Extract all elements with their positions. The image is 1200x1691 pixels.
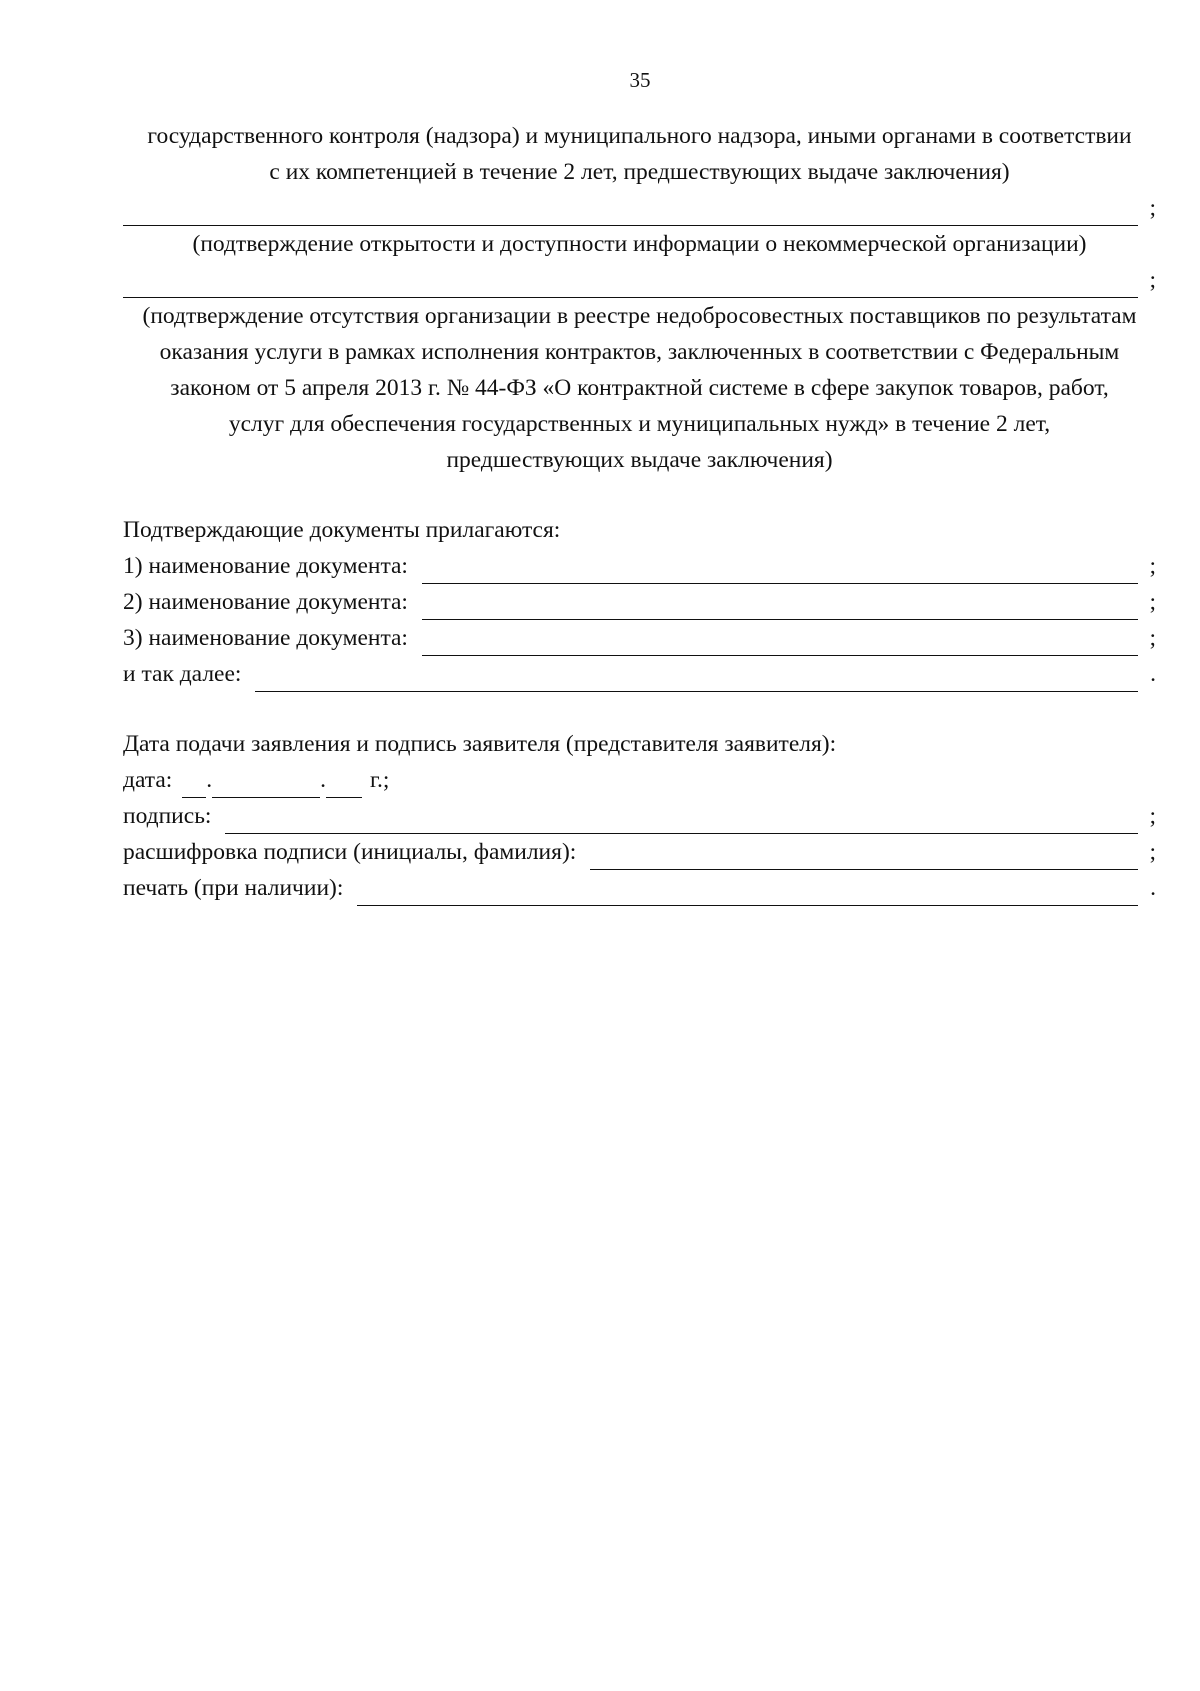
underline (422, 557, 1138, 584)
document-field-label: 1) наименование документа: (123, 553, 408, 579)
date-separator: . (320, 767, 327, 793)
line-end-mark: ; (1149, 589, 1156, 615)
blank-line-field[interactable] (123, 262, 1156, 298)
document-field-label: 3) наименование документа: (123, 625, 408, 651)
underline (255, 665, 1138, 692)
document-field-label: 2) наименование документа: (123, 589, 408, 615)
line-end-mark: . (1150, 661, 1156, 687)
document-field-3[interactable] (123, 620, 1156, 656)
line-end-mark: ; (1149, 553, 1156, 579)
form-content (123, 118, 1156, 906)
document-field-etc[interactable] (123, 656, 1156, 692)
date-month-blank[interactable] (212, 771, 320, 798)
stamp-field[interactable] (123, 870, 1156, 906)
underline (225, 807, 1138, 834)
line-end-mark: ; (1149, 195, 1156, 221)
section3-caption-line: законом от 5 апреля 2013 г. № 44-ФЗ «О контрактной системе в сфере закупок товаров, работ, (170, 375, 1109, 401)
underline (590, 843, 1138, 870)
line-end-mark: ; (1149, 839, 1156, 865)
signature-heading: Дата подачи заявления и подпись заявителя (представителя заявителя): (123, 731, 837, 757)
section3-caption-line: услуг для обеспечения государственных и муниципальных нужд» в течение 2 лет, (228, 411, 1051, 437)
underline (422, 629, 1138, 656)
section2-caption-line: (подтверждение открытости и доступности информации о некоммерческой организации) (192, 231, 1087, 257)
date-suffix: г.; (370, 767, 390, 793)
underline (357, 879, 1138, 906)
blank-line-field[interactable] (123, 190, 1156, 226)
date-day-blank[interactable] (182, 771, 206, 798)
section1-caption-line: государственного контроля (надзора) и муниципального надзора, иными органами в соответствии (147, 123, 1132, 149)
section3-caption-line: предшествующих выдаче заключения) (446, 447, 833, 473)
section3-caption-line: оказания услуги в рамках исполнения контрактов, заключенных в соответствии с Федеральным (159, 339, 1120, 365)
page-number: 35 (629, 68, 651, 92)
line-end-mark: ; (1149, 625, 1156, 651)
underline (422, 593, 1138, 620)
line-end-mark: ; (1149, 803, 1156, 829)
document-field-2[interactable] (123, 584, 1156, 620)
signature-field-label: подпись: (123, 803, 212, 829)
signature-decoding-field[interactable] (123, 834, 1156, 870)
section1-caption-line: с их компетенцией в течение 2 лет, предшествующих выдаче заключения) (269, 159, 1010, 185)
signature-field[interactable] (123, 798, 1156, 834)
date-separator: . (206, 767, 213, 793)
date-label: дата: (123, 767, 173, 793)
document-field-1[interactable] (123, 548, 1156, 584)
documents-heading: Подтверждающие документы прилагаются: (123, 517, 561, 543)
underline (123, 199, 1138, 226)
underline (123, 271, 1138, 298)
date-year-blank[interactable] (326, 771, 362, 798)
date-field[interactable] (123, 762, 1156, 798)
line-end-mark: ; (1149, 267, 1156, 293)
line-end-mark: . (1150, 875, 1156, 901)
document-field-label: и так далее: (123, 661, 242, 687)
section3-caption-line: (подтверждение отсутствия организации в реестре недобросовестных поставщиков по результатам (142, 303, 1137, 329)
signature-field-label: печать (при наличии): (123, 875, 344, 901)
signature-field-label: расшифровка подписи (инициалы, фамилия): (123, 839, 577, 865)
